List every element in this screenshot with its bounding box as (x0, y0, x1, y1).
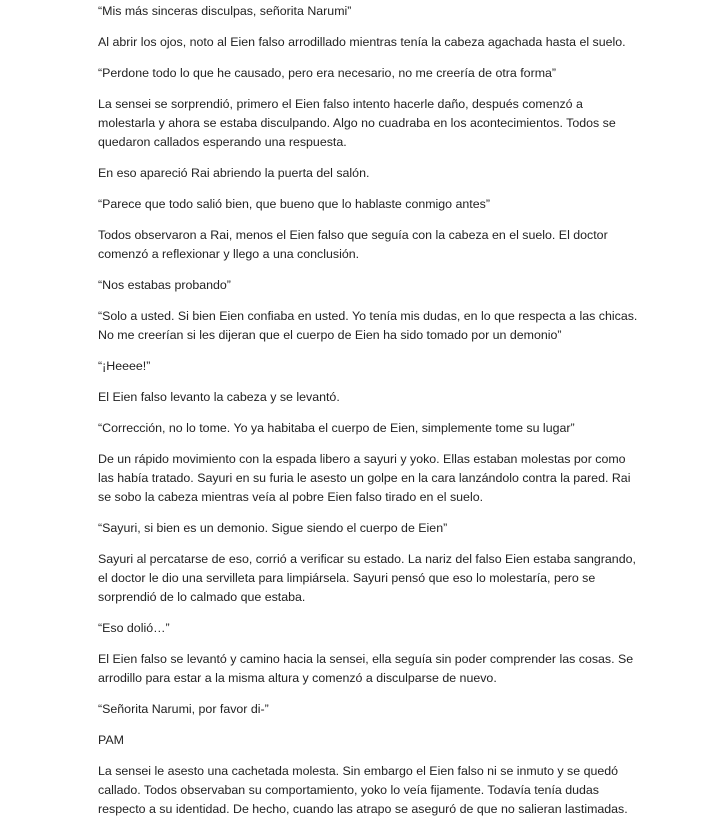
paragraph: “Corrección, no lo tome. Yo ya habitaba el cuerpo de Eien, simplemente tome su lugar” (98, 421, 575, 435)
paragraph: PAM (98, 733, 124, 747)
paragraph: El Eien falso se levantó y camino hacia la sensei, ella seguía sin poder comprender las cosas. Se arrodillo para estar a la misma altura y comenzó a disculparse de nuevo. (98, 652, 634, 685)
paragraph: “Perdone todo lo que he causado, pero era necesario, no me creería de otra forma” (98, 66, 557, 80)
paragraph: “Parece que todo salió bien, que bueno que lo hablaste conmigo antes” (98, 197, 490, 211)
paragraph: “¡Heeee!” (98, 359, 151, 373)
paragraph: Todos observaron a Rai, menos el Eien falso que seguía con la cabeza en el suelo. El doctor comenzó a reflexionar y llego a una conclusión. (98, 228, 608, 261)
paragraph: Sayuri al percatarse de eso, corrió a verificar su estado. La nariz del falso Eien estaba sangrando, el doctor le dio una servilleta para limpiársela. Sayuri pensó que eso lo molestaría, pero se sorprendió de lo calmado que estaba. (98, 552, 636, 604)
paragraph: “Eso dolió…” (98, 621, 170, 635)
paragraph: De un rápido movimiento con la espada libero a sayuri y yoko. Ellas estaban molestas por como las había tratado. Sayuri en su furia le asesto un golpe en la cara lanzándolo contra la pared. Rai se sobo la cabeza mientras veía al pobre Eien falso tirado en el suelo. (98, 452, 631, 504)
paragraph: “Señorita Narumi, por favor di-” (98, 702, 269, 716)
paragraph: “Sayuri, si bien es un demonio. Sigue siendo el cuerpo de Eien” (98, 521, 448, 535)
paragraph: “Solo a usted. Si bien Eien confiaba en usted. Yo tenía mis dudas, en lo que respecta a las chicas. No me creerían si les dijeran que el cuerpo de Eien ha sido tomado por un demonio” (98, 309, 638, 342)
paragraph: El Eien falso levanto la cabeza y se levantó. (98, 390, 340, 404)
paragraph: La sensei se sorprendió, primero el Eien falso intento hacerle daño, después comenzó a molestarla y ahora se estaba disculpando. Algo no cuadraba en los acontecimientos. Todos se quedaron callados esperando una respuesta. (98, 97, 616, 149)
document-body (98, 0, 638, 831)
paragraph: En eso apareció Rai abriendo la puerta del salón. (98, 166, 370, 180)
paragraph: La sensei le asesto una cachetada molesta. Sin embargo el Eien falso ni se inmuto y se quedó callado. Todos observaban su comportamiento, yoko lo veía fijamente. Todavía tenía dudas respecto a su identidad. De hecho, cuando las atrapo se aseguró de que no salieran lastimadas. (98, 764, 628, 816)
paragraph: “Mis más sinceras disculpas, señorita Narumi” (98, 4, 352, 18)
paragraph: Al abrir los ojos, noto al Eien falso arrodillado mientras tenía la cabeza agachada hasta el suelo. (98, 35, 626, 49)
paragraph: “Nos estabas probando” (98, 278, 231, 292)
